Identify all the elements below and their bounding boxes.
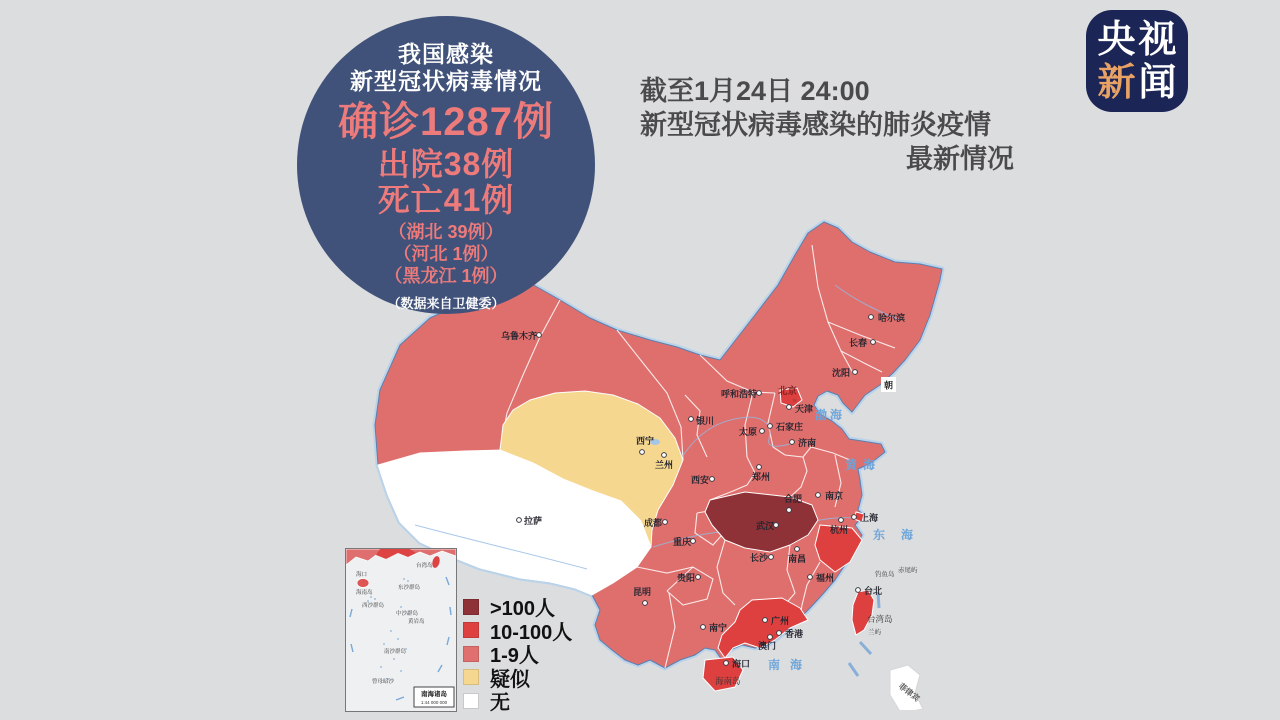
island-name-label: 海南岛 xyxy=(715,676,741,686)
city-marker xyxy=(777,631,782,636)
island-name-label: 台湾岛 xyxy=(867,614,893,624)
inset-island-label: 台湾岛 xyxy=(416,563,433,569)
sea-label-bohai: 渤海 xyxy=(815,408,846,422)
inset-island-dots xyxy=(367,578,409,680)
city-marker xyxy=(871,340,876,345)
city-label: 贵阳 xyxy=(677,573,696,583)
city-label: 兰州 xyxy=(655,460,674,470)
inset-taiwan xyxy=(431,555,441,568)
city-marker xyxy=(763,618,768,623)
death-breakdown-line: （黑龙江 1例） xyxy=(384,266,508,286)
cctv-news-logo xyxy=(1086,10,1188,112)
philippines-label: 菲律宾 xyxy=(896,681,922,704)
inset-island-label: 黄岩岛 xyxy=(408,619,425,625)
city-label: 广州 xyxy=(771,616,790,626)
city-marker xyxy=(816,493,821,498)
city-marker xyxy=(774,523,779,528)
city-label: 郑州 xyxy=(752,472,771,482)
city-marker xyxy=(852,515,857,520)
headline-subject: 新型冠状病毒感染的肺炎疫情 xyxy=(640,110,991,140)
city-marker xyxy=(856,588,861,593)
city-marker xyxy=(689,417,694,422)
city-marker xyxy=(768,635,773,640)
city-label: 拉萨 xyxy=(524,516,543,526)
sea-label-nanhai: 南海 xyxy=(768,658,813,672)
city-marker xyxy=(710,477,715,482)
death-count: 死亡41例 xyxy=(377,182,515,218)
death-breakdown-line: （湖北 39例） xyxy=(388,222,504,242)
city-label: 北京 xyxy=(778,386,798,397)
city-marker xyxy=(663,520,668,525)
small-island-label: 兰屿 xyxy=(868,629,881,636)
inset-map xyxy=(346,549,456,711)
infection-stats-circle xyxy=(297,16,595,314)
city-label: 济南 xyxy=(798,438,817,448)
legend-swatch xyxy=(463,646,479,662)
headline-tail: 最新情况 xyxy=(906,144,1014,174)
city-label: 海口 xyxy=(732,659,751,669)
legend-swatch xyxy=(463,622,479,638)
legend-row xyxy=(463,689,572,713)
inset-island-label: 南沙群岛 xyxy=(384,649,407,655)
city-marker xyxy=(691,539,696,544)
inset-hainan xyxy=(357,579,369,588)
logo-char-wen: 闻 xyxy=(1138,61,1177,104)
city-label: 哈尔滨 xyxy=(878,313,906,323)
confirmed-count: 确诊1287例 xyxy=(338,100,554,144)
city-label: 太原 xyxy=(739,427,758,437)
city-label: 南昌 xyxy=(788,554,807,564)
inset-island-label: 曾母暗沙 xyxy=(372,679,395,685)
city-marker xyxy=(787,405,792,410)
city-label: 福州 xyxy=(816,573,835,583)
city-label: 天津 xyxy=(795,404,814,414)
inset-island-label: 西沙群岛 xyxy=(362,603,385,609)
legend-label: 无 xyxy=(490,692,510,715)
logo-char-xin: 新 xyxy=(1097,61,1136,104)
legend-swatch xyxy=(463,599,479,615)
sea-label-huanghai: 黄海 xyxy=(845,458,882,472)
city-label: 西宁 xyxy=(636,436,655,446)
stats-title-line1: 我国感染 xyxy=(398,41,494,67)
headline-date: 截至1月24日 24:00 xyxy=(640,76,870,106)
inset-island-label: 海南岛 xyxy=(356,590,373,596)
inset-scale: 1:44 000 000 xyxy=(420,700,448,705)
city-label: 合肥 xyxy=(784,494,803,504)
logo-char-shi: 视 xyxy=(1138,18,1177,61)
city-label: 成都 xyxy=(644,518,663,528)
city-label: 杭州 xyxy=(830,525,849,535)
death-breakdown xyxy=(384,221,507,287)
legend-label: >100人 xyxy=(490,598,556,621)
neighbor-label: 朝 xyxy=(884,380,894,391)
legend-label: 疑似 xyxy=(490,668,530,691)
stats-title-line2: 新型冠状病毒情况 xyxy=(350,68,542,94)
city-label: 香港 xyxy=(785,629,804,639)
discharged-count: 出院38例 xyxy=(377,146,515,182)
city-label: 长沙 xyxy=(750,553,769,563)
city-marker xyxy=(790,440,795,445)
inset-labels xyxy=(356,561,433,685)
capital-star-icon: ★ xyxy=(791,396,799,405)
city-marker xyxy=(701,625,706,630)
city-label: 石家庄 xyxy=(776,422,804,432)
inset-island-label: 海口 xyxy=(356,572,368,578)
city-label: 银川 xyxy=(696,416,715,426)
city-label: 沈阳 xyxy=(832,368,851,378)
city-label: 西安 xyxy=(691,475,710,485)
small-island-label: 赤尾屿 xyxy=(898,567,918,574)
city-marker xyxy=(795,547,800,552)
city-label: 澳门 xyxy=(758,641,777,651)
city-marker xyxy=(662,453,667,458)
city-marker xyxy=(869,315,874,320)
city-marker xyxy=(839,518,844,523)
city-marker xyxy=(537,333,542,338)
city-label: 昆明 xyxy=(633,587,652,597)
city-label: 南宁 xyxy=(709,623,728,633)
city-marker xyxy=(696,575,701,580)
city-marker xyxy=(517,518,522,523)
sea-label-donghai: 东海 xyxy=(873,528,930,542)
legend-label: 10-100人 xyxy=(490,621,573,644)
city-marker xyxy=(757,465,762,470)
city-marker xyxy=(808,575,813,580)
city-marker xyxy=(769,555,774,560)
city-marker xyxy=(640,450,645,455)
inset-island-label: 中沙群岛 xyxy=(396,611,419,617)
death-breakdown-line: （河北 1例） xyxy=(393,244,499,264)
legend-label: 1-9人 xyxy=(490,645,539,668)
legend-row xyxy=(463,666,572,690)
city-marker xyxy=(757,391,762,396)
city-label: 台北 xyxy=(864,586,883,596)
city-marker xyxy=(724,661,729,666)
south-china-sea-inset xyxy=(345,548,457,712)
city-marker xyxy=(768,424,773,429)
city-label: 长春 xyxy=(849,338,868,348)
city-marker xyxy=(787,508,792,513)
city-label: 上海 xyxy=(860,513,879,523)
city-label: 南京 xyxy=(825,491,844,501)
city-marker xyxy=(643,601,648,606)
city-label: 重庆 xyxy=(673,537,692,547)
logo-char-yang: 央 xyxy=(1097,18,1136,61)
legend xyxy=(463,595,572,713)
legend-swatch xyxy=(463,669,479,685)
inset-title: 南海诸岛 xyxy=(421,691,447,698)
city-marker xyxy=(853,370,858,375)
inset-island-label: 东沙群岛 xyxy=(398,585,421,591)
data-source-note: （数据来自卫健委） xyxy=(387,296,505,311)
city-label: 呼和浩特 xyxy=(721,389,758,399)
city-label: 武汉 xyxy=(756,521,775,531)
legend-swatch xyxy=(463,693,479,709)
small-island-label: 钓鱼岛 xyxy=(875,571,895,578)
headline xyxy=(640,74,1014,176)
city-marker xyxy=(760,429,765,434)
city-label: 乌鲁木齐 xyxy=(501,331,538,341)
